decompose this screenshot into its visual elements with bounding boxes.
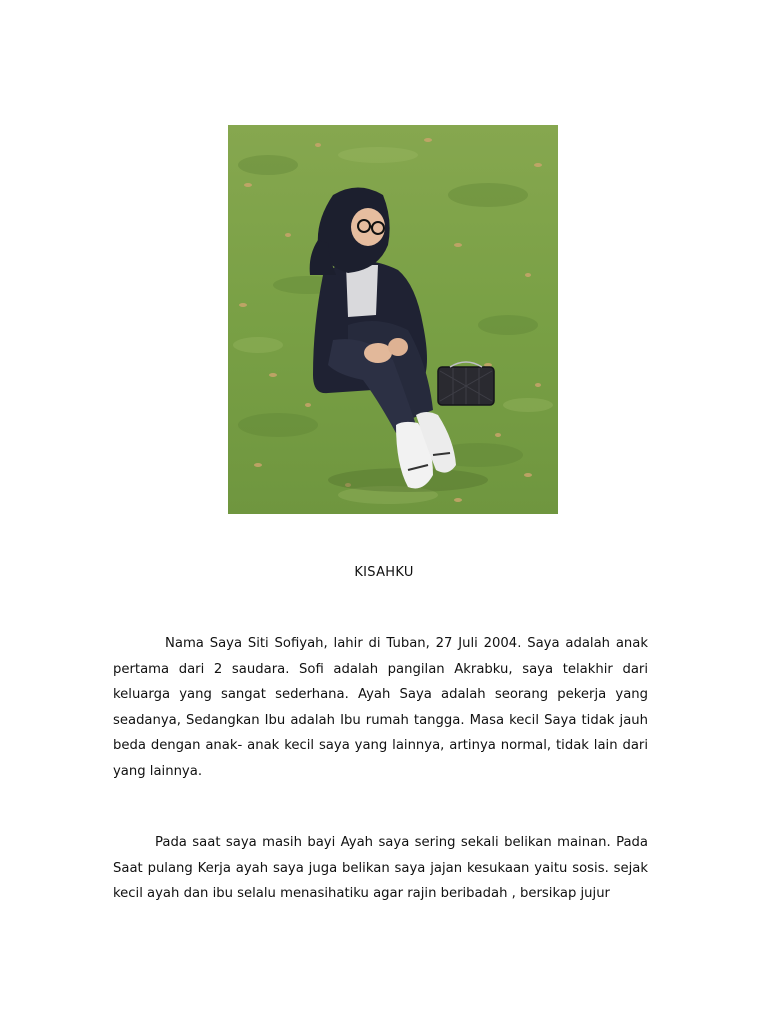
- paragraph-2: Pada saat saya masih bayi Ayah saya sering sekali belikan mainan. Pada Saat pulang Kerja ayah saya juga belikan saya jajan kesukaan yaitu sosis. sejak kecil ayah dan ibu selalu menasihatiku agar rajin beribadah , bersikap jujur: [113, 835, 648, 902]
- paragraph-1: Nama Saya Siti Sofiyah, lahir di Tuban, 27 Juli 2004. Saya adalah anak pertama dari 2 saudara. Sofi adalah pangilan Akrabku, saya telakhir dari keluarga yang sangat sederhana. Ayah Saya adalah seorang pekerja yang seadanya, Sedangkan Ibu adalah Ibu rumah tangga. Masa kecil Saya tidak jauh beda dengan anak- anak kecil saya yang lainnya, artinya normal, tidak lain dari yang lainnya.: [113, 636, 648, 779]
- portrait-photo-image: [228, 125, 558, 514]
- document-title: KISAHKU: [354, 565, 414, 580]
- portrait-photo: [228, 125, 558, 514]
